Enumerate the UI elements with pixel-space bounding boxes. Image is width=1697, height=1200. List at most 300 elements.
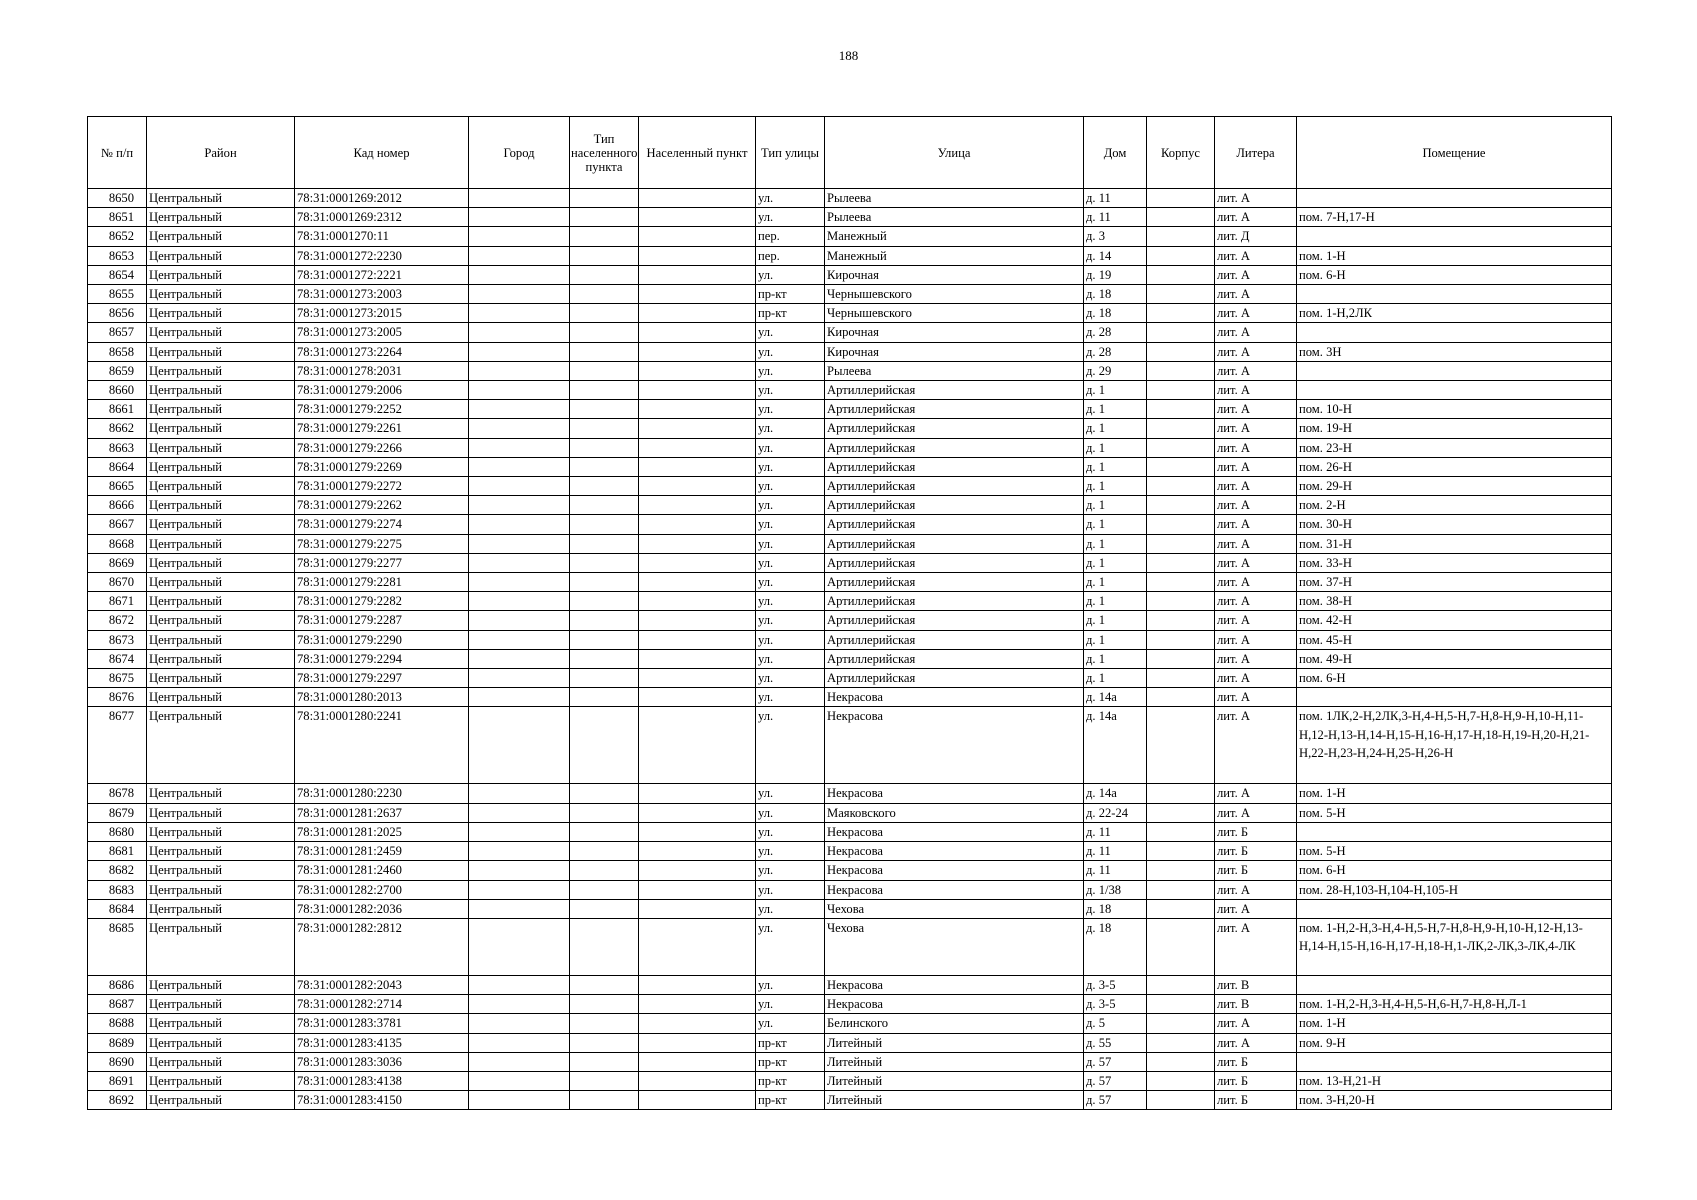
col-city-cell bbox=[469, 477, 570, 496]
col-building-cell bbox=[1147, 189, 1215, 208]
col-settlement-cell bbox=[639, 553, 756, 572]
col-street-type-cell: ул. bbox=[756, 381, 825, 400]
table-row bbox=[88, 861, 1612, 880]
table-row bbox=[88, 688, 1612, 707]
col-number-cell: 8650 bbox=[88, 189, 147, 208]
col-settlement-cell bbox=[639, 1052, 756, 1071]
col-street-type-cell: ул. bbox=[756, 573, 825, 592]
col-letter-cell: лит. А bbox=[1215, 304, 1297, 323]
col-premises-cell bbox=[1297, 227, 1612, 246]
col-letter-cell: лит. В bbox=[1215, 975, 1297, 994]
col-city-cell bbox=[469, 342, 570, 361]
col-number-cell: 8657 bbox=[88, 323, 147, 342]
col-settlement-type-cell bbox=[570, 304, 639, 323]
col-premises-cell: пом. 42-Н bbox=[1297, 611, 1612, 630]
col-building-cell bbox=[1147, 899, 1215, 918]
col-house-cell: д. 3 bbox=[1084, 227, 1147, 246]
col-settlement-cell bbox=[639, 784, 756, 803]
col-letter-cell: лит. А bbox=[1215, 899, 1297, 918]
col-street-cell: Кирочная bbox=[825, 342, 1084, 361]
col-building-cell bbox=[1147, 304, 1215, 323]
col-settlement-cell bbox=[639, 1014, 756, 1033]
col-settlement-cell bbox=[639, 1091, 756, 1110]
col-street-cell: Артиллерийская bbox=[825, 515, 1084, 534]
col-city-cell bbox=[469, 438, 570, 457]
col-settlement-cell bbox=[639, 899, 756, 918]
col-city-cell bbox=[469, 649, 570, 668]
col-premises-cell: пом. 1-Н,2-Н,3-Н,4-Н,5-Н,6-Н,7-Н,8-Н,Л-1 bbox=[1297, 995, 1612, 1014]
col-number-cell: 8673 bbox=[88, 630, 147, 649]
col-building-cell bbox=[1147, 342, 1215, 361]
col-cadastral-number-cell: 78:31:0001279:2297 bbox=[295, 669, 469, 688]
col-district-cell: Центральный bbox=[147, 342, 295, 361]
col-city-cell bbox=[469, 842, 570, 861]
col-building-cell bbox=[1147, 246, 1215, 265]
col-building-cell bbox=[1147, 649, 1215, 668]
col-street-type-cell: пер. bbox=[756, 227, 825, 246]
col-district-cell: Центральный bbox=[147, 515, 295, 534]
col-premises-cell: пом. 6-Н bbox=[1297, 861, 1612, 880]
col-settlement-type-cell bbox=[570, 323, 639, 342]
header-col-settlement-type: Тип населенного пункта bbox=[570, 117, 639, 189]
col-house-cell: д. 18 bbox=[1084, 304, 1147, 323]
col-cadastral-number-cell: 78:31:0001279:2287 bbox=[295, 611, 469, 630]
col-district-cell: Центральный bbox=[147, 285, 295, 304]
col-street-cell: Артиллерийская bbox=[825, 381, 1084, 400]
col-letter-cell: лит. А bbox=[1215, 918, 1297, 975]
col-premises-cell: пом. 2-Н bbox=[1297, 496, 1612, 515]
col-letter-cell: лит. Д bbox=[1215, 227, 1297, 246]
col-street-type-cell: ул. bbox=[756, 803, 825, 822]
col-letter-cell: лит. А bbox=[1215, 707, 1297, 784]
col-street-type-cell: ул. bbox=[756, 438, 825, 457]
col-number-cell: 8652 bbox=[88, 227, 147, 246]
col-number-cell: 8655 bbox=[88, 285, 147, 304]
table-row bbox=[88, 899, 1612, 918]
col-cadastral-number-cell: 78:31:0001272:2221 bbox=[295, 265, 469, 284]
col-street-type-cell: ул. bbox=[756, 323, 825, 342]
col-district-cell: Центральный bbox=[147, 899, 295, 918]
col-street-type-cell: ул. bbox=[756, 784, 825, 803]
col-settlement-type-cell bbox=[570, 1033, 639, 1052]
col-building-cell bbox=[1147, 975, 1215, 994]
col-number-cell: 8662 bbox=[88, 419, 147, 438]
col-street-cell: Чернышевского bbox=[825, 285, 1084, 304]
col-street-cell: Кирочная bbox=[825, 265, 1084, 284]
col-building-cell bbox=[1147, 611, 1215, 630]
col-letter-cell: лит. А bbox=[1215, 419, 1297, 438]
col-settlement-cell bbox=[639, 285, 756, 304]
col-street-cell: Некрасова bbox=[825, 688, 1084, 707]
col-street-type-cell: ул. bbox=[756, 899, 825, 918]
col-number-cell: 8674 bbox=[88, 649, 147, 668]
col-house-cell: д. 11 bbox=[1084, 861, 1147, 880]
col-district-cell: Центральный bbox=[147, 534, 295, 553]
col-letter-cell: лит. А bbox=[1215, 246, 1297, 265]
col-district-cell: Центральный bbox=[147, 265, 295, 284]
col-district-cell: Центральный bbox=[147, 707, 295, 784]
col-number-cell: 8664 bbox=[88, 457, 147, 476]
col-building-cell bbox=[1147, 265, 1215, 284]
col-city-cell bbox=[469, 1071, 570, 1090]
col-street-cell: Некрасова bbox=[825, 880, 1084, 899]
col-district-cell: Центральный bbox=[147, 803, 295, 822]
col-city-cell bbox=[469, 611, 570, 630]
col-street-type-cell: ул. bbox=[756, 918, 825, 975]
col-settlement-type-cell bbox=[570, 534, 639, 553]
col-number-cell: 8679 bbox=[88, 803, 147, 822]
col-house-cell: д. 28 bbox=[1084, 342, 1147, 361]
col-street-cell: Рылеева bbox=[825, 208, 1084, 227]
col-letter-cell: лит. А bbox=[1215, 208, 1297, 227]
table-row bbox=[88, 707, 1612, 784]
col-cadastral-number-cell: 78:31:0001282:2043 bbox=[295, 975, 469, 994]
col-settlement-cell bbox=[639, 592, 756, 611]
col-settlement-type-cell bbox=[570, 246, 639, 265]
col-city-cell bbox=[469, 304, 570, 323]
col-cadastral-number-cell: 78:31:0001280:2241 bbox=[295, 707, 469, 784]
col-letter-cell: лит. А bbox=[1215, 630, 1297, 649]
col-street-cell: Артиллерийская bbox=[825, 573, 1084, 592]
col-house-cell: д. 14а bbox=[1084, 688, 1147, 707]
col-premises-cell: пом. 37-Н bbox=[1297, 573, 1612, 592]
col-premises-cell bbox=[1297, 189, 1612, 208]
col-premises-cell: пом. 1-Н,2ЛК bbox=[1297, 304, 1612, 323]
col-letter-cell: лит. А bbox=[1215, 611, 1297, 630]
col-building-cell bbox=[1147, 496, 1215, 515]
col-house-cell: д. 19 bbox=[1084, 265, 1147, 284]
col-settlement-cell bbox=[639, 1071, 756, 1090]
col-city-cell bbox=[469, 1052, 570, 1071]
col-premises-cell: пом. 1-Н,2-Н,3-Н,4-Н,5-Н,7-Н,8-Н,9-Н,10-Н,12-Н,13-Н,14-Н,15-Н,16-Н,17-Н,18-Н,1-ЛК,2-ЛК,3-ЛК,4-ЛК bbox=[1297, 918, 1612, 975]
col-number-cell: 8656 bbox=[88, 304, 147, 323]
col-city-cell bbox=[469, 707, 570, 784]
col-letter-cell: лит. А bbox=[1215, 649, 1297, 668]
col-house-cell: д. 1 bbox=[1084, 400, 1147, 419]
col-premises-cell bbox=[1297, 822, 1612, 841]
col-street-type-cell: ул. bbox=[756, 861, 825, 880]
col-house-cell: д. 14 bbox=[1084, 246, 1147, 265]
col-letter-cell: лит. Б bbox=[1215, 822, 1297, 841]
col-street-type-cell: пр-кт bbox=[756, 304, 825, 323]
col-district-cell: Центральный bbox=[147, 438, 295, 457]
col-number-cell: 8659 bbox=[88, 361, 147, 380]
col-premises-cell: пом. 6-Н bbox=[1297, 265, 1612, 284]
col-street-cell: Артиллерийская bbox=[825, 630, 1084, 649]
table-row bbox=[88, 246, 1612, 265]
col-cadastral-number-cell: 78:31:0001281:2025 bbox=[295, 822, 469, 841]
col-street-cell: Маяковского bbox=[825, 803, 1084, 822]
col-premises-cell: пом. 5-Н bbox=[1297, 803, 1612, 822]
col-district-cell: Центральный bbox=[147, 553, 295, 572]
col-city-cell bbox=[469, 285, 570, 304]
col-settlement-type-cell bbox=[570, 189, 639, 208]
col-city-cell bbox=[469, 918, 570, 975]
col-cadastral-number-cell: 78:31:0001283:4138 bbox=[295, 1071, 469, 1090]
col-settlement-cell bbox=[639, 381, 756, 400]
col-house-cell: д. 11 bbox=[1084, 842, 1147, 861]
col-street-type-cell: ул. bbox=[756, 688, 825, 707]
col-street-cell: Литейный bbox=[825, 1071, 1084, 1090]
col-street-type-cell: ул. bbox=[756, 669, 825, 688]
col-district-cell: Центральный bbox=[147, 975, 295, 994]
col-letter-cell: лит. А bbox=[1215, 573, 1297, 592]
col-cadastral-number-cell: 78:31:0001269:2312 bbox=[295, 208, 469, 227]
col-settlement-type-cell bbox=[570, 1052, 639, 1071]
header-col-street: Улица bbox=[825, 117, 1084, 189]
col-street-cell: Рылеева bbox=[825, 189, 1084, 208]
col-street-type-cell: ул. bbox=[756, 822, 825, 841]
col-cadastral-number-cell: 78:31:0001279:2281 bbox=[295, 573, 469, 592]
col-cadastral-number-cell: 78:31:0001279:2269 bbox=[295, 457, 469, 476]
col-house-cell: д. 18 bbox=[1084, 899, 1147, 918]
col-city-cell bbox=[469, 361, 570, 380]
col-number-cell: 8665 bbox=[88, 477, 147, 496]
col-settlement-cell bbox=[639, 611, 756, 630]
col-cadastral-number-cell: 78:31:0001279:2272 bbox=[295, 477, 469, 496]
col-house-cell: д. 57 bbox=[1084, 1052, 1147, 1071]
col-letter-cell: лит. А bbox=[1215, 400, 1297, 419]
col-district-cell: Центральный bbox=[147, 361, 295, 380]
col-house-cell: д. 1 bbox=[1084, 573, 1147, 592]
col-letter-cell: лит. А bbox=[1215, 880, 1297, 899]
col-settlement-cell bbox=[639, 400, 756, 419]
col-settlement-cell bbox=[639, 438, 756, 457]
col-street-cell: Чернышевского bbox=[825, 304, 1084, 323]
col-house-cell: д. 1 bbox=[1084, 592, 1147, 611]
col-number-cell: 8687 bbox=[88, 995, 147, 1014]
col-house-cell: д. 11 bbox=[1084, 189, 1147, 208]
col-city-cell bbox=[469, 784, 570, 803]
col-settlement-type-cell bbox=[570, 400, 639, 419]
col-number-cell: 8686 bbox=[88, 975, 147, 994]
col-letter-cell: лит. А bbox=[1215, 553, 1297, 572]
header-col-house: Дом bbox=[1084, 117, 1147, 189]
col-city-cell bbox=[469, 189, 570, 208]
col-building-cell bbox=[1147, 669, 1215, 688]
col-settlement-type-cell bbox=[570, 592, 639, 611]
col-cadastral-number-cell: 78:31:0001279:2262 bbox=[295, 496, 469, 515]
col-cadastral-number-cell: 78:31:0001279:2006 bbox=[295, 381, 469, 400]
col-city-cell bbox=[469, 1033, 570, 1052]
col-building-cell bbox=[1147, 784, 1215, 803]
table-row bbox=[88, 611, 1612, 630]
col-house-cell: д. 1 bbox=[1084, 381, 1147, 400]
table-row bbox=[88, 438, 1612, 457]
col-street-cell: Кирочная bbox=[825, 323, 1084, 342]
col-premises-cell: пом. 33-Н bbox=[1297, 553, 1612, 572]
table-row bbox=[88, 265, 1612, 284]
header-col-premises: Помещение bbox=[1297, 117, 1612, 189]
col-number-cell: 8685 bbox=[88, 918, 147, 975]
col-settlement-type-cell bbox=[570, 457, 639, 476]
col-house-cell: д. 5 bbox=[1084, 1014, 1147, 1033]
col-street-type-cell: ул. bbox=[756, 649, 825, 668]
table-row bbox=[88, 975, 1612, 994]
col-street-type-cell: ул. bbox=[756, 419, 825, 438]
table-row bbox=[88, 342, 1612, 361]
col-settlement-cell bbox=[639, 842, 756, 861]
col-letter-cell: лит. А bbox=[1215, 1014, 1297, 1033]
col-street-type-cell: пер. bbox=[756, 246, 825, 265]
col-district-cell: Центральный bbox=[147, 649, 295, 668]
col-number-cell: 8666 bbox=[88, 496, 147, 515]
col-settlement-type-cell bbox=[570, 208, 639, 227]
header-col-city: Город bbox=[469, 117, 570, 189]
col-cadastral-number-cell: 78:31:0001270:11 bbox=[295, 227, 469, 246]
col-number-cell: 8691 bbox=[88, 1071, 147, 1090]
col-house-cell: д. 11 bbox=[1084, 822, 1147, 841]
col-number-cell: 8669 bbox=[88, 553, 147, 572]
col-street-type-cell: ул. bbox=[756, 880, 825, 899]
col-building-cell bbox=[1147, 1052, 1215, 1071]
col-house-cell: д. 1 bbox=[1084, 534, 1147, 553]
col-settlement-type-cell bbox=[570, 265, 639, 284]
col-settlement-type-cell bbox=[570, 688, 639, 707]
col-settlement-type-cell bbox=[570, 1071, 639, 1090]
col-premises-cell: пом. 1-Н bbox=[1297, 784, 1612, 803]
col-settlement-cell bbox=[639, 189, 756, 208]
col-premises-cell: пом. 5-Н bbox=[1297, 842, 1612, 861]
col-district-cell: Центральный bbox=[147, 861, 295, 880]
col-number-cell: 8663 bbox=[88, 438, 147, 457]
col-street-type-cell: ул. bbox=[756, 534, 825, 553]
col-street-type-cell: ул. bbox=[756, 611, 825, 630]
col-settlement-cell bbox=[639, 803, 756, 822]
col-building-cell bbox=[1147, 803, 1215, 822]
col-district-cell: Центральный bbox=[147, 573, 295, 592]
col-settlement-type-cell bbox=[570, 1014, 639, 1033]
col-street-type-cell: ул. bbox=[756, 361, 825, 380]
col-street-cell: Некрасова bbox=[825, 707, 1084, 784]
col-letter-cell: лит. А bbox=[1215, 285, 1297, 304]
col-city-cell bbox=[469, 975, 570, 994]
col-cadastral-number-cell: 78:31:0001269:2012 bbox=[295, 189, 469, 208]
col-house-cell: д. 29 bbox=[1084, 361, 1147, 380]
col-street-cell: Артиллерийская bbox=[825, 457, 1084, 476]
table-row bbox=[88, 534, 1612, 553]
col-cadastral-number-cell: 78:31:0001283:4135 bbox=[295, 1033, 469, 1052]
col-premises-cell bbox=[1297, 361, 1612, 380]
col-house-cell: д. 14а bbox=[1084, 707, 1147, 784]
header-col-letter: Литера bbox=[1215, 117, 1297, 189]
col-city-cell bbox=[469, 995, 570, 1014]
table-row bbox=[88, 400, 1612, 419]
header-col-district: Район bbox=[147, 117, 295, 189]
col-settlement-cell bbox=[639, 515, 756, 534]
table-row bbox=[88, 381, 1612, 400]
col-house-cell: д. 1 bbox=[1084, 630, 1147, 649]
col-building-cell bbox=[1147, 227, 1215, 246]
col-street-cell: Литейный bbox=[825, 1052, 1084, 1071]
col-cadastral-number-cell: 78:31:0001279:2252 bbox=[295, 400, 469, 419]
col-street-type-cell: пр-кт bbox=[756, 1052, 825, 1071]
col-building-cell bbox=[1147, 534, 1215, 553]
table-row bbox=[88, 1052, 1612, 1071]
col-house-cell: д. 11 bbox=[1084, 208, 1147, 227]
col-district-cell: Центральный bbox=[147, 1091, 295, 1110]
col-settlement-type-cell bbox=[570, 861, 639, 880]
col-street-cell: Белинского bbox=[825, 1014, 1084, 1033]
table-row bbox=[88, 918, 1612, 975]
col-city-cell bbox=[469, 592, 570, 611]
col-building-cell bbox=[1147, 1033, 1215, 1052]
col-letter-cell: лит. А bbox=[1215, 342, 1297, 361]
col-number-cell: 8683 bbox=[88, 880, 147, 899]
header-col-building: Корпус bbox=[1147, 117, 1215, 189]
col-cadastral-number-cell: 78:31:0001279:2266 bbox=[295, 438, 469, 457]
col-house-cell: д. 1 bbox=[1084, 457, 1147, 476]
col-settlement-cell bbox=[639, 457, 756, 476]
col-district-cell: Центральный bbox=[147, 1071, 295, 1090]
table-row bbox=[88, 573, 1612, 592]
table-row bbox=[88, 553, 1612, 572]
col-settlement-cell bbox=[639, 861, 756, 880]
col-settlement-cell bbox=[639, 918, 756, 975]
col-house-cell: д. 57 bbox=[1084, 1071, 1147, 1090]
col-street-cell: Некрасова bbox=[825, 975, 1084, 994]
table-row bbox=[88, 784, 1612, 803]
col-number-cell: 8680 bbox=[88, 822, 147, 841]
col-street-type-cell: ул. bbox=[756, 553, 825, 572]
table-row bbox=[88, 592, 1612, 611]
col-street-cell: Некрасова bbox=[825, 822, 1084, 841]
col-cadastral-number-cell: 78:31:0001279:2282 bbox=[295, 592, 469, 611]
col-cadastral-number-cell: 78:31:0001279:2275 bbox=[295, 534, 469, 553]
registry-table bbox=[87, 116, 1612, 1110]
col-building-cell bbox=[1147, 285, 1215, 304]
col-building-cell bbox=[1147, 419, 1215, 438]
col-city-cell bbox=[469, 227, 570, 246]
col-house-cell: д. 1 bbox=[1084, 515, 1147, 534]
col-cadastral-number-cell: 78:31:0001283:3036 bbox=[295, 1052, 469, 1071]
col-district-cell: Центральный bbox=[147, 496, 295, 515]
col-house-cell: д. 3-5 bbox=[1084, 995, 1147, 1014]
col-city-cell bbox=[469, 880, 570, 899]
col-settlement-cell bbox=[639, 227, 756, 246]
col-district-cell: Центральный bbox=[147, 1033, 295, 1052]
col-district-cell: Центральный bbox=[147, 400, 295, 419]
table-row bbox=[88, 842, 1612, 861]
col-house-cell: д. 1 bbox=[1084, 611, 1147, 630]
col-number-cell: 8667 bbox=[88, 515, 147, 534]
col-premises-cell: пом. 13-Н,21-Н bbox=[1297, 1071, 1612, 1090]
col-premises-cell bbox=[1297, 975, 1612, 994]
col-premises-cell: пом. 38-Н bbox=[1297, 592, 1612, 611]
col-letter-cell: лит. Б bbox=[1215, 1071, 1297, 1090]
col-city-cell bbox=[469, 861, 570, 880]
col-settlement-cell bbox=[639, 573, 756, 592]
col-district-cell: Центральный bbox=[147, 842, 295, 861]
col-street-type-cell: ул. bbox=[756, 208, 825, 227]
col-district-cell: Центральный bbox=[147, 918, 295, 975]
header-col-settlement: Населенный пункт bbox=[639, 117, 756, 189]
table-row bbox=[88, 630, 1612, 649]
col-number-cell: 8654 bbox=[88, 265, 147, 284]
col-cadastral-number-cell: 78:31:0001283:4150 bbox=[295, 1091, 469, 1110]
col-building-cell bbox=[1147, 381, 1215, 400]
col-street-cell: Некрасова bbox=[825, 995, 1084, 1014]
col-number-cell: 8676 bbox=[88, 688, 147, 707]
col-letter-cell: лит. А bbox=[1215, 803, 1297, 822]
col-district-cell: Центральный bbox=[147, 995, 295, 1014]
col-cadastral-number-cell: 78:31:0001281:2459 bbox=[295, 842, 469, 861]
col-cadastral-number-cell: 78:31:0001281:2637 bbox=[295, 803, 469, 822]
table-row bbox=[88, 515, 1612, 534]
col-city-cell bbox=[469, 496, 570, 515]
col-building-cell bbox=[1147, 592, 1215, 611]
col-city-cell bbox=[469, 246, 570, 265]
